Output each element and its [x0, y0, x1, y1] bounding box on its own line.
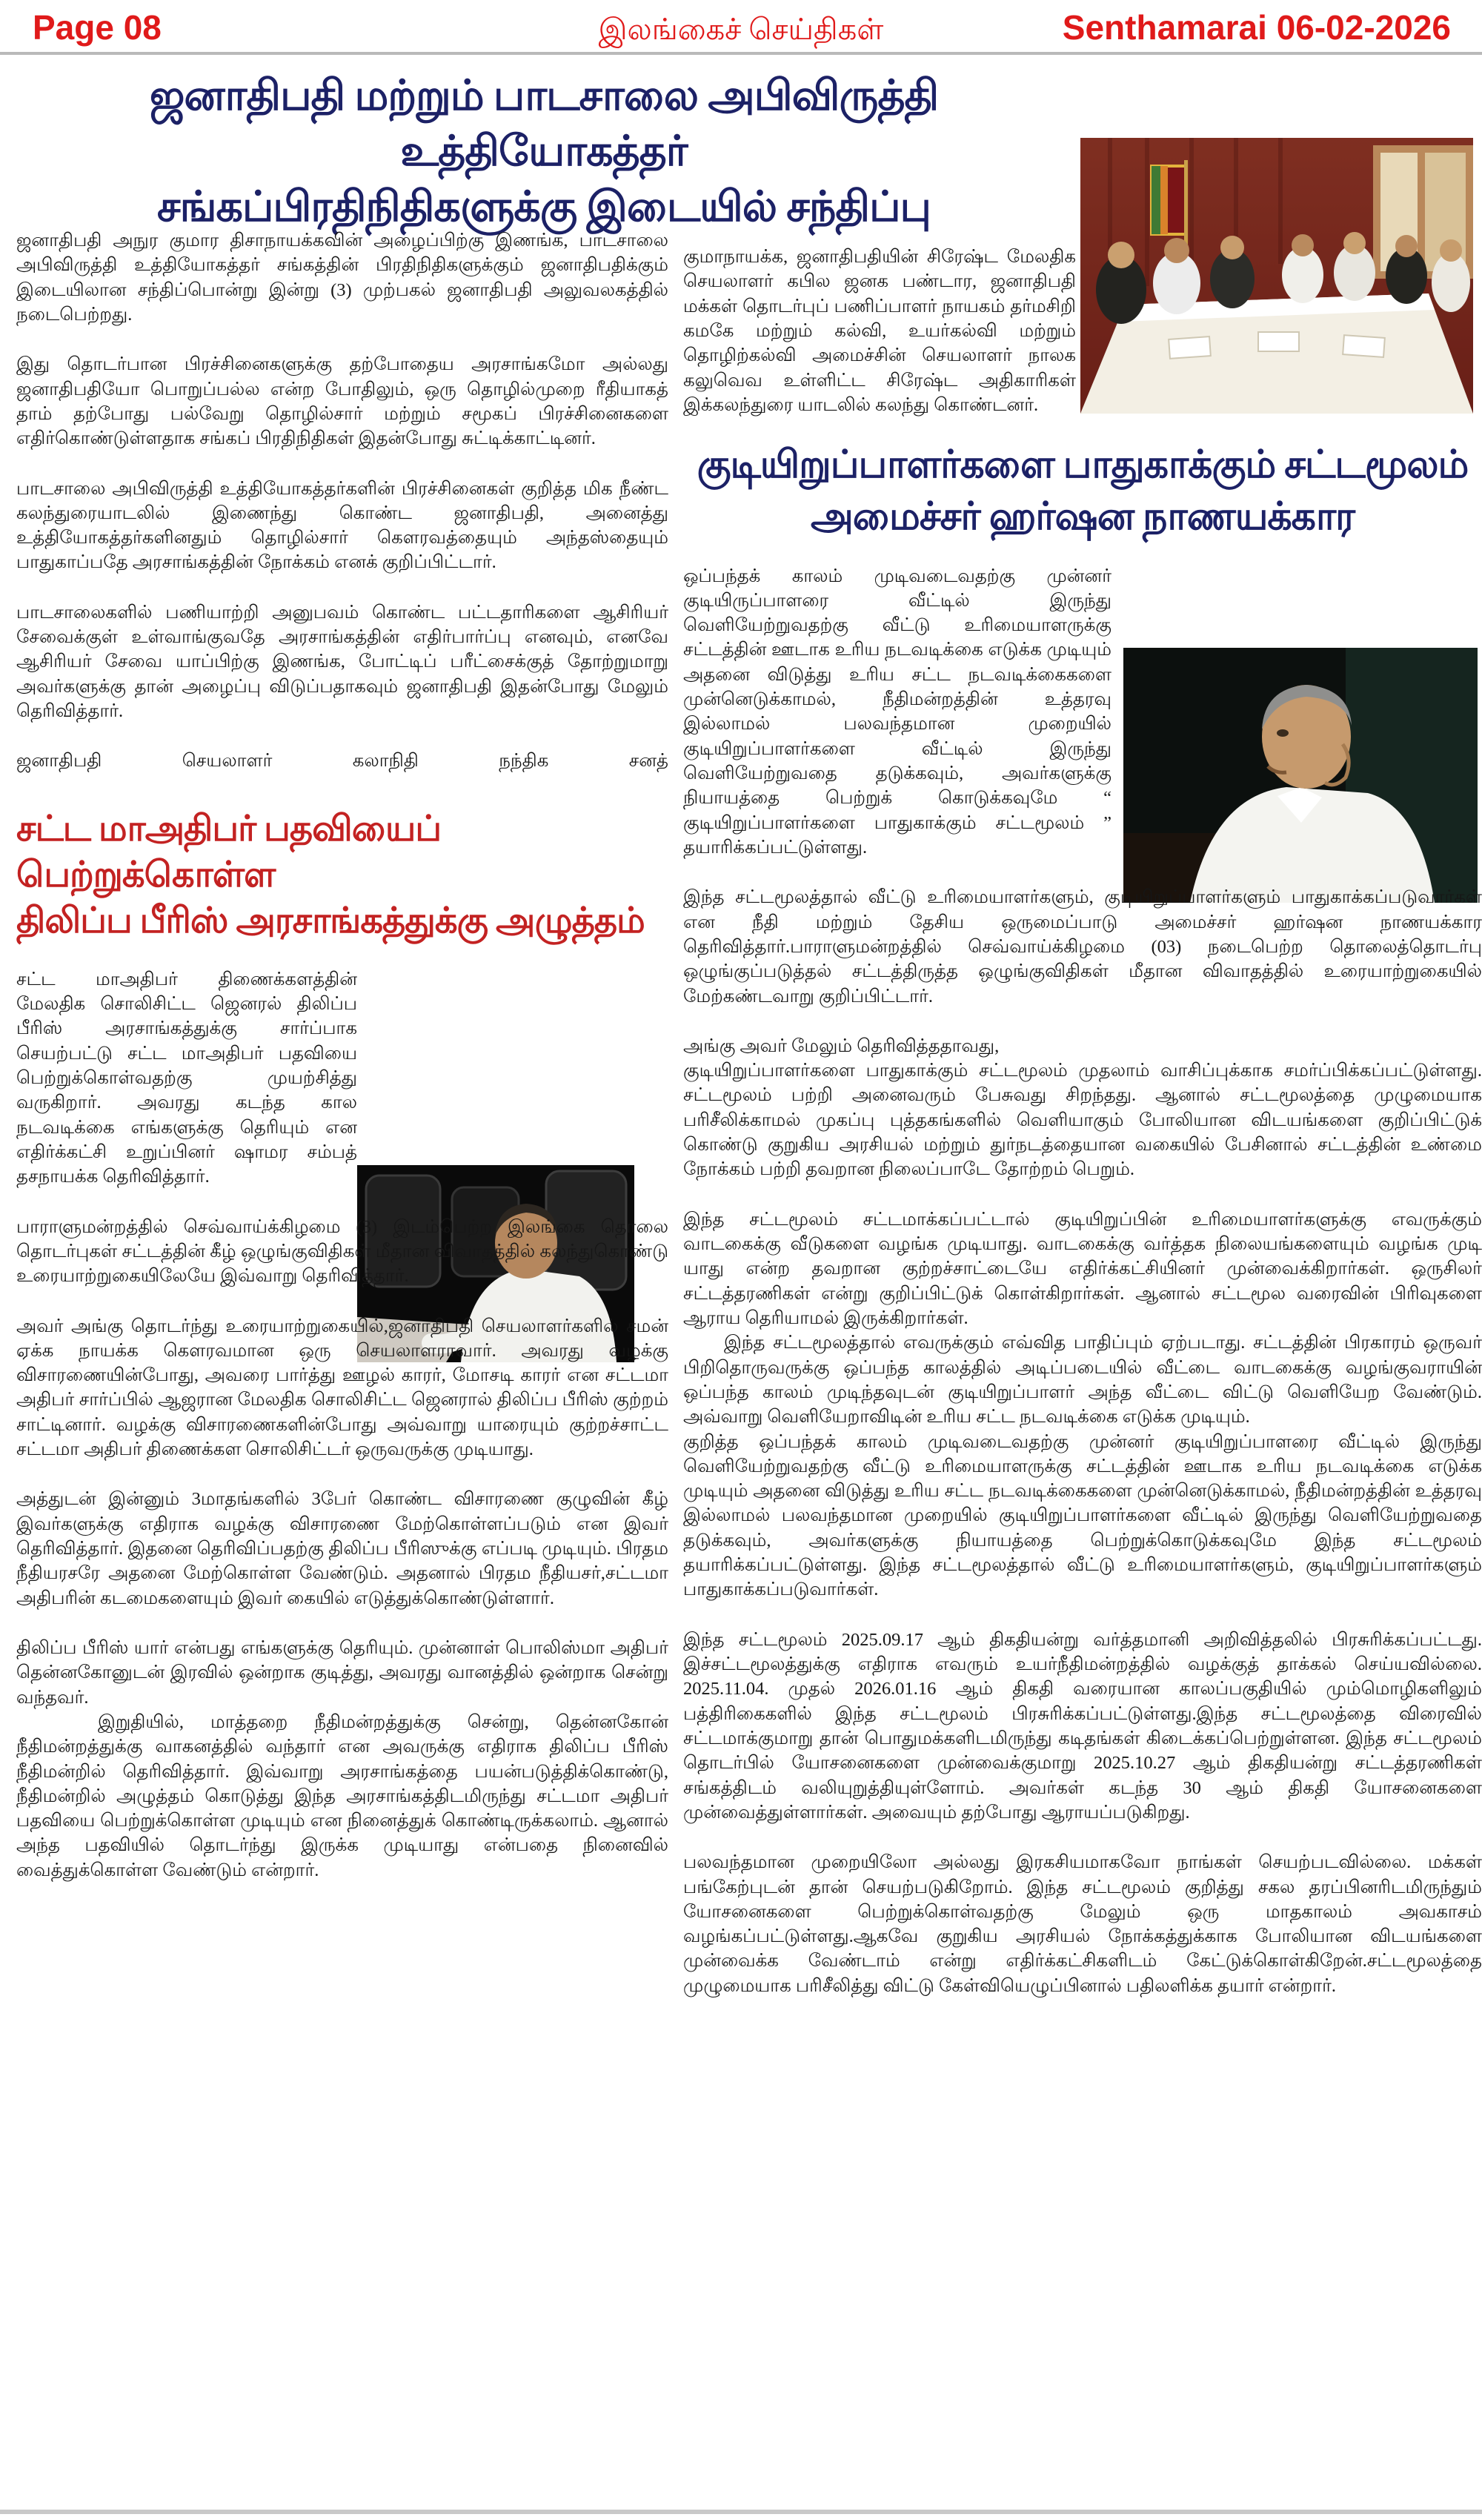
article2-paragraph — [683, 564, 1482, 861]
article1-continuation-text: குமாநாயக்க, ஜனாதிபதியின் சிரேஷ்ட மேலதிக செயலாளர் கபில ஜனக பண்டார, ஜனாதிபதி மக்கள் தொடர்புப் பணிப்பாளர் நாயகம் தர்மசிறி கமகே மற்றும் கல்வி, உயர்கல்வி மற்றும் தொழிற்கல்வி அமைச்சின் செயலாளர் நாலக கலுவெவ உள்ளிட்ட சிரேஷ்ட அதிகாரிகள் இக்கலந்துரை யாடலில் கலந்து கொண்டனர். — [683, 247, 1076, 415]
article1-headline-line1: ஜனாதிபதி மற்றும் பாடசாலை அபிவிருத்தி உத்தியோகத்தர் — [149, 73, 939, 176]
article2-paragraph: இந்த சட்டமூலம் சட்டமாக்கப்பட்டால் குடியிறுப்பின் உரிமையாளர்களுக்கு எவருக்கும் வாடகைக்கு வீடுகளை வழங்க முடியாது. வாடகைக்கு வர்த்தக நிலையங்களையும் வழங்க முடி யாது என்ற தவறான குற்றச்சாட்டையே எதிர்க்கட்சியினர் முன்வைக்கிறார்கள். ஒருசிலர் சட்டத்தரணிகள் என்று குறிப்பிட்டுக் கொள்கிறார்கள். ஆனால் சட்டமூல வரைவின் பிரிவுகளை ஆராய தெரியாமல் இருக்கிறார்கள். — [683, 1209, 1482, 1328]
footer-divider — [0, 2510, 1482, 2514]
article3-paragraph-text: சட்ட மாஅதிபர் திணைக்களத்தின் மேலதிக சொலிசிட்ட ஜெனரல் திலிப்ப பீரிஸ் அரசாங்கத்துக்கு சார்ப்பாக செயற்பட்டு சட்ட மாஅதிபர் பதவியை பெற்றுக்கொள்வதற்கு முயற்சித்து வருகிறார். அவரது கடந்த கால நடவடிக்கை எங்களுக்கு தெரியும் என எதிர்க்கட்சி உறுப்பினர் ஷாமர சம்பத் தசநாயக்க தெரிவித்தார். — [16, 969, 357, 1187]
article1-paragraph: இது தொடர்பான பிரச்சினைகளுக்கு தற்போதைய அரசாங்கமோ அல்லது ஜனாதிபதியோ பொறுப்பல்ல என்ற போதிலும், ஒரு தொழில்முறை ரீதியாகத் தாம் தற்போது பல்வேறு தொழில்சார் மற்றும் சமூகப் பிரச்சினைகளை எதிர்கொண்டுள்ளதாக சங்கப் பிரதிநிதிகள் இதன்போது சுட்டிக்காட்டினர். — [16, 354, 668, 449]
article2-paragraph: இந்த சட்டமூலம் 2025.09.17 ஆம் திகதியன்று வர்த்தமானி அறிவித்தலில் பிரசுரிக்கப்பட்டது. இச்சட்டமூலத்துக்கு எதிராக எவரும் உயர்நீதிமன்றத்தில் வழக்குத் தாக்கல் செய்யவில்லை. 2025.11.04. முதல் 2026.01.16 ஆம் திகதி வரையான காலப்பகுதியில் மும்மொழிகளிலும் பத்திரிகைகளில் இந்த சட்டமூலம் பிரசுரிக்கப்பட்டுள்ளது.இந்த சட்டமூலத்தை விரைவில் சட்டமாக்குமாறு தான் பொதுமக்களிடமிருந்து கடிதங்கள் கிடைக்கப்பெற்றுள்ளன. இந்த சட்டமூலம் தொடர்பில் யோசனைகளை முன்வைக்குமாறு 2025.10.27 ஆம் திகதியன்று சட்டத்தரணிகள் சங்கத்திடம் வலியுறுத்தியுள்ளோம். அவர்கள் கடந்த 30 ஆம் திகதி யோசனைகளை முன்வைத்துள்ளார்கள். அவையும் தற்போது ஆராயப்படுகிறது. — [683, 1629, 1482, 1823]
masthead-date: Senthamarai 06-02-2026 — [1062, 8, 1451, 47]
article1-paragraph: பாடசாலை அபிவிருத்தி உத்தியோகத்தர்களின் பிரச்சினைகள் குறித்த மிக நீண்ட கலந்துரையாடலில் இணைந்து கொண்ட ஜனாதிபதி, அனைத்து உத்தியோகத்தர்களினதும் தொழில்சார் கௌரவத்தையும் அந்தஸ்தையும் பாதுகாப்பதே அரசாங்கத்தின் நோக்கம் எனக் குறிப்பிட்டார். — [16, 478, 668, 573]
article3-paragraph: அத்துடன் இன்னும் 3மாதங்களில் 3பேர் கொண்ட விசாரணை குழுவின் கீழ் இவர்களுக்கு எதிராக வழக்கு விசாரணை மேற்கொள்ளப்படும் என இவர் தெரிவித்தார். இதனை தெரிவிப்பதற்கு திலிப்ப பீரிஸுக்கு எப்படி முடியும். பிரதம நீதியரசரே அதனை மேற்கொள்ள வேண்டும். அதனால் பிரதம நீதியசர்,சட்டமா அதிபரின் கடமைகளையும் இவர் கையில் எடுத்துக்கொண்டுள்ளார். — [16, 1489, 668, 1608]
article2-paragraph: இந்த சட்டமூலத்தால் வீட்டு உரிமையாளர்களும், குடியிறுப்பாளர்களும் பாதுகாக்கப்படுவார்கள் என நீதி மற்றும் தேசிய ஒருமைப்பாடு அமைச்சர் ஹர்ஷன நாணயக்கார தெரிவித்தார்.பாராளுமன்றத்தில் செவ்வாய்க்கிழமை (03) நடைபெற்ற தொலைத்தொடர்பு ஒழுங்குப்படுத்தல் சட்டத்திருத்த ஒழுங்குவிதிகள் மீதான விவாதத்தில் உரையாற்றுகையில் மேற்கண்டவாறு குறிப்பிட்டார். — [683, 887, 1482, 1007]
article1-headline — [18, 68, 1070, 236]
article1-headline-line2: சங்கப்பிரதிநிதிகளுக்கு இடையில் சந்திப்பு — [157, 184, 931, 231]
article2-paragraph: அங்கு அவர் மேலும் தெரிவித்ததாவது, — [683, 1035, 1000, 1056]
article3-headline-line2: திலிப்ப பீரிஸ் அரசாங்கத்துக்கு அழுத்தம் — [16, 901, 645, 941]
article3-headline-line1: சட்ட மாஅதிபர் பதவியைப் பெற்றுக்கொள்ள — [16, 809, 442, 895]
article2-paragraph-text: ஒப்பந்தக் காலம் முடிவடைவதற்கு முன்னர் குடியிருப்பாளரை வீட்டில் இருந்து வெளியேற்றுவதற்கு வீட்டு உரிமையாளருக்கு சட்டத்தின் ஊடாக உரிய நடவடிக்கை எடுக்க முடியும் அதனை விடுத்து உரிய சட்ட நடவடிக்கைகளை முன்னெடுக்காமல், நீதிமன்றத்தின் உத்தரவு இல்லாமல் பலவந்தமான முறையில் குடியிறுப்பாளர்களை வீட்டில் இருந்து வெளியேற்றுவதை தடுக்கவும், அவர்களுக்கு நியாயத்தை பெற்றுக் கொடுக்கவுமே “ குடியிறுப்பாளர்களை பாதுகாக்கும் சட்டமூலம் ” தயாரிக்கப்பட்டுள்ளது. — [683, 566, 1112, 858]
article2-headline-line1: குடியிறுப்பாளர்களை பாதுகாக்கும் சட்டமூலம் — [697, 444, 1469, 487]
right-column — [683, 245, 1482, 2023]
page-number-label: Page 08 — [33, 8, 162, 47]
article1-byline-line: ஜனாதிபதி செயலாளர் கலாநிதி நந்திக சனத் — [16, 751, 668, 772]
article1-paragraph: ஜனாதிபதி அநுர குமார திசாநாயக்கவின் அழைப்பிற்கு இணங்க, பாடசாலை அபிவிருத்தி உத்தியோகத்தர் சங்கத்தின் பிரதிநிதிகளுக்கும் ஜனாதிபதிக்கும் இடையிலான சந்திப்பொன்று இன்று (3) முற்பகல் ஜனாதிபதி அலுவலகத்தில் நடைபெற்றது. — [16, 231, 668, 325]
article3-paragraph: இறுதியில், மாத்தறை நீதிமன்றத்துக்கு சென்று, தென்னகோன் நீதிமன்றத்துக்கு வாகனத்தில் வந்தார் என அவருக்கு எதிராக திலிப்ப பீரிஸ் நீதிமன்றில் தெரிவித்தார். இவ்வாறு அரசாங்கத்தை பயன்படுத்திக்கொண்டு, நீதிமன்றில் அழுத்தம் கொடுத்து இந்த அரசாங்கத்திடமிருந்து சட்டமா அதிபர் பதவியை பெற்றுக்கொள்ள முடியும் என நினைத்துக் கொண்டிருக்கலாம். ஆனால் அந்த பதவியில் தொடர்ந்து இருக்க முடியாது என்பதை நினைவில் வைத்துக்கொள்ள வேண்டும் என்றார். — [16, 1711, 668, 1880]
header-divider — [0, 52, 1482, 55]
section-title: இலங்கைச் செய்திகள் — [598, 13, 884, 46]
photo3-wrap-spacer — [357, 967, 668, 1169]
article2-paragraph: குறித்த ஒப்பந்தக் காலம் முடிவடைவதற்கு முன்னர் குடியிறுப்பாளரை வீட்டில் இருந்து வெளியேற்றுவதற்கு வீட்டு உரிமையாளருக்கு சட்டத்தின் ஊடாக உரிய நடவடிக்கை எடுக்க முடியும் அதனை விடுத்து உரிய சட்ட நடவடிக்கைகளை முன்னெடுக்காமல், நீதிமன்றத்தின் உத்தரவு இல்லாமல் பலவந்தமான முறையில் குடியிறுப்பாளர்களை வீட்டில் இருந்து வெளியேற்றுவதை தடுக்கவும், அவர்களுக்கு நியாயத்தை பெற்றுக்கொடுக்கவுமே இந்த சட்டமூலம் தயாரிக்கப்பட்டுள்ளது. இந்த சட்டமூலத்தால் வீட்டு உரிமையாளர்களும், குடியிறுப்பாளர்களும் பாதுகாக்கப்படுவார்கள். — [683, 1431, 1482, 1600]
article2-headline — [683, 440, 1482, 543]
photo1-wrap-spacer — [1076, 245, 1482, 414]
article1-continuation — [683, 245, 1482, 417]
article3-paragraph: அவர் அங்கு தொடர்ந்து உரையாற்றுகையில்,ஜனாதிபதி செயலாளர்களில் சமன் ஏக்க நாயக்க கௌரவமான ஒரு செயலாளராவார். அவரது வழக்கு விசாரணையின்போது, அவரை பார்த்து ஊழல் காரர், மோசடி காரர் என சட்டமா அதிபர் சார்ப்பில் ஆஜரான மேலதிக சொலிசிட்ட ஜெனரால் திலிப்ப பீரிஸ் குற்றம் சாட்டினார். வழக்கு விசாரணைகளின்போது அவ்வாறு யாரையும் குற்றச்சாட்ட சட்டமா அதிபர் திணைக்கள சொலிசிட்டர் ஒருவருக்கு முடியாது. — [16, 1316, 668, 1460]
left-column — [16, 228, 668, 1883]
article2-headline-line2: அமைச்சர் ஹர்ஷன நாணயக்கார — [811, 495, 1355, 538]
article3-paragraph: பாராளுமன்றத்தில் செவ்வாய்க்கிழமை (3) இடம்பெற்ற இலங்கை தொலை தொடர்புகள் சட்டத்தின் கீழ் ஒழுங்குவிதிகள் மீதான விவாதத்தில் கலந்துகொண்டு உரையாற்றுகையிலேயே இவ்வாறு தெரிவித்தார். — [16, 1216, 668, 1287]
article2-paragraph: குடியிறுப்பாளர்களை பாதுகாக்கும் சட்டமூலம் முதலாம் வாசிப்புக்காக சமர்ப்பிக்கப்பட்டுள்ளது. சட்டமூலம் பற்றி அனைவரும் பேசுவது சிறந்தது. ஆனால் சட்டமூலத்தை முழுமையாக பரிசீலிக்காமல் முகப்பு புத்தகங்களில் வெளியாகும் போலியான விடயங்களை குறிப்பிட்டுக் கொண்டு குறுகிய அரசியல் மற்றும் துர்நடத்தையான வகையில் பேசினால் சட்டத்தின் உண்மை நோக்கம் பற்றி தவறான நிலைப்பாடே தோற்றம் பெறும். — [683, 1061, 1482, 1180]
article3-paragraph — [16, 967, 668, 1190]
article1-paragraph: பாடசாலைகளில் பணியாற்றி அனுபவம் கொண்ட பட்டதாரிகளை ஆசிரியர் சேவைக்குள் உள்வாங்குவதே அரசாங்கத்தின் எதிர்பார்ப்பு எனவும், எனவே ஆசிரியர் சேவை யாப்பிற்கு இணங்க, போட்டிப் பரீட்சைக்குத் தோற்றுமாறு அவர்களுக்கு தான் அழைப்பு விடுப்பதாகவும் ஜனாதிபதி இதன்போது மேலும் தெரிவித்தார். — [16, 602, 668, 721]
photo2-wrap-spacer — [1112, 564, 1482, 825]
article3-headline — [16, 806, 668, 945]
article3-paragraph: திலிப்ப பீரிஸ் யார் என்பது எங்களுக்கு தெரியும். முன்னாள் பொலிஸ்மா அதிபர் தென்னகோனுடன் இரவில் ஒன்றாக குடித்து, அவரது வானத்தில் ஒன்றாக சென்று வந்தவர். — [16, 1637, 668, 1708]
article2-paragraph: பலவந்தமான முறையிலோ அல்லது இரகசியமாகவோ நாங்கள் செயற்படவில்லை. மக்கள் பங்கேற்புடன் தான் செயற்படுகிறோம். இந்த சட்டமூலம் குறித்து சகல தரப்பினரிடமிருந்தும் யோசனைகளை பெற்றுக்கொள்வதற்கு மேலும் ஒரு மாதகாலம் அவகாசம் வழங்கப்பட்டுள்ளது.ஆகவே குறுகிய அரசியல் நோக்கத்துக்காக போலியான விடயங்களை முன்வைக்க வேண்டாம் என்று எதிர்க்கட்சிகளிடம் கேட்டுக்கொள்கிறேன்.சட்டமூலத்தை முழுமையாக பரிசீலித்து விட்டு கேள்வியெழுப்பினால் பதிலளிக்க தயார் என்றார். — [683, 1852, 1482, 1996]
article2-paragraph: இந்த சட்டமூலத்தால் எவருக்கும் எவ்வித பாதிப்பும் ஏற்படாது. சட்டத்தின் பிரகாரம் ஒருவர் பிறிதொருவருக்கு ஒப்பந்த காலத்தில் அடிப்படையில் வீட்டை வாடகைக்கு வழங்குவராயின் ஒப்பந்த காலம் முடிந்தவுடன் குடியிறுப்பாளர் அந்த வீட்டை விட்டு வெளியேற வேண்டும். அவ்வாறு வெளியேறாவிடின் உரிய சட்ட நடவடிக்கை எடுக்க முடியும். — [683, 1333, 1482, 1428]
